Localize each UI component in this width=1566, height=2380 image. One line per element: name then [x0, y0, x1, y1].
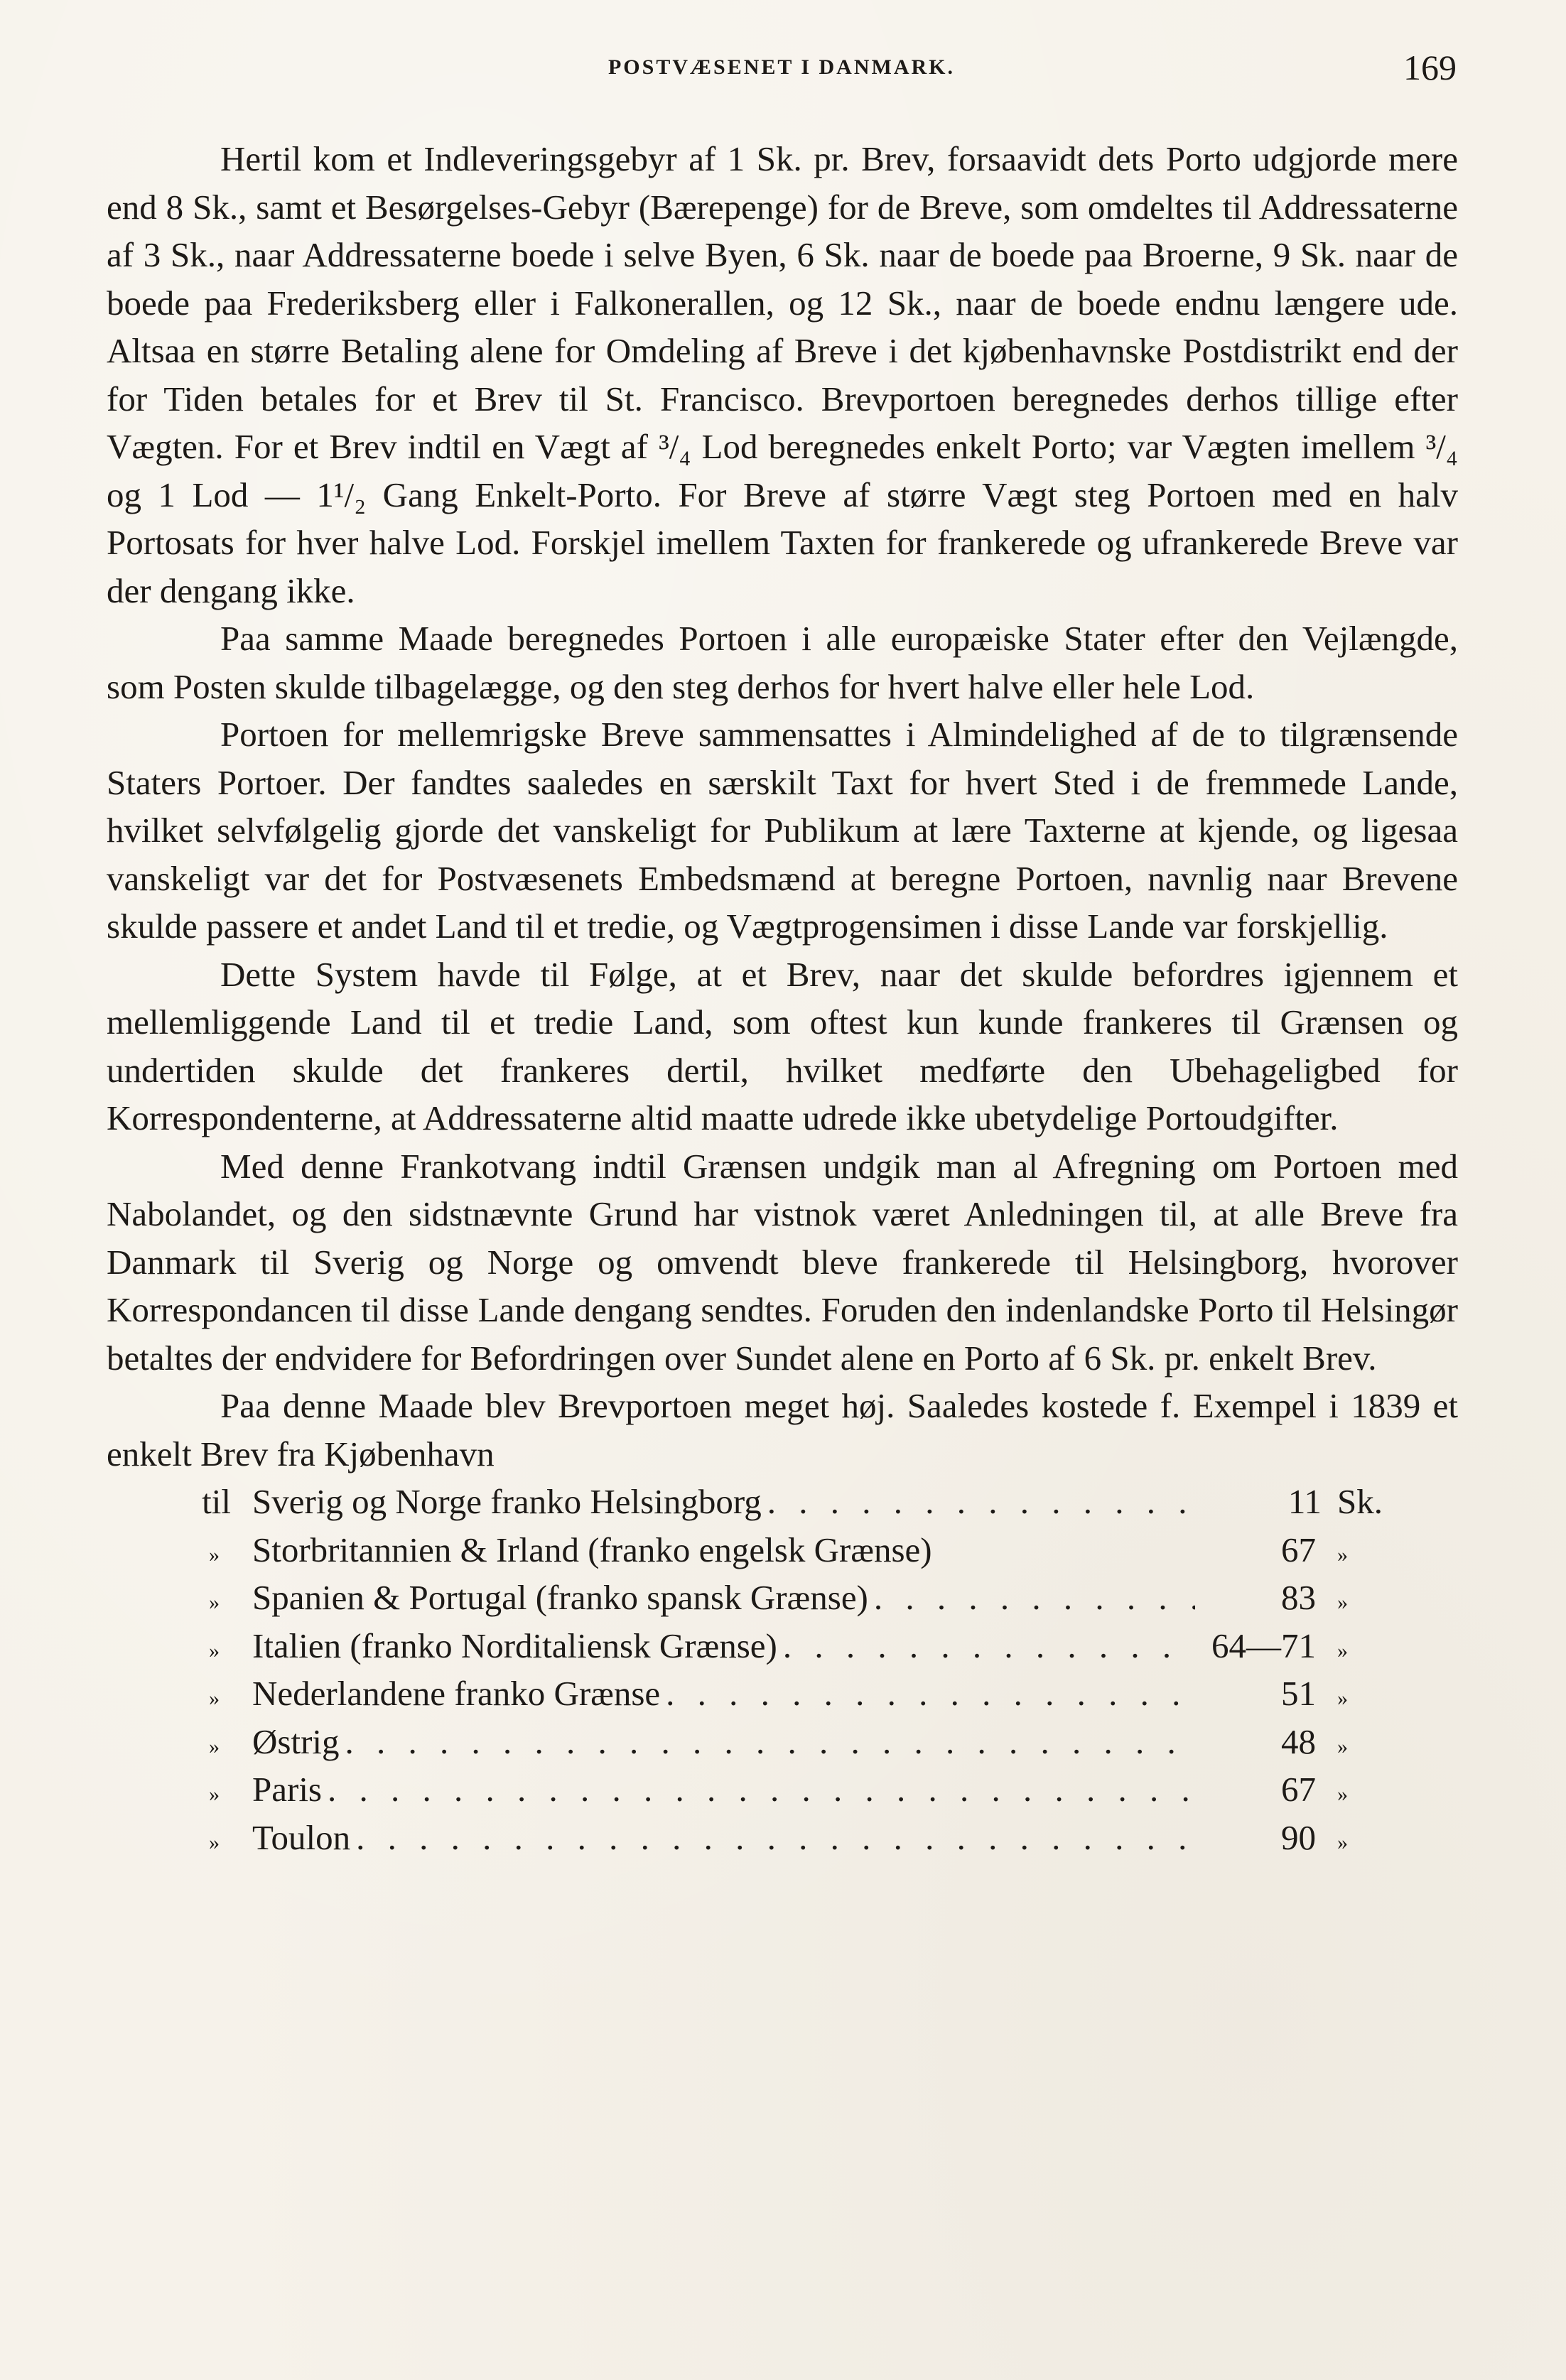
list-item — [107, 1718, 1458, 1766]
dot-leader — [660, 1670, 1195, 1718]
paragraph: Paa samme Maade beregnedes Portoen i alle europæiske Stater efter den Vejlængde, som Posten skulde tilbagelægge, og den steg derhos for hvert halve eller hele Lod. — [107, 619, 1458, 706]
ditto-mark: » — [1337, 1638, 1348, 1662]
list-item — [107, 1670, 1458, 1718]
list-item — [107, 1574, 1458, 1622]
ditto-mark: » — [209, 1830, 220, 1854]
ditto-mark: » — [209, 1542, 220, 1567]
postage-amount: 83 — [1281, 1578, 1316, 1617]
postage-amount: 67 — [1281, 1530, 1316, 1569]
destination: Paris — [252, 1770, 322, 1809]
list-item — [107, 1765, 1458, 1814]
destination: Nederlandene franko Grænse — [252, 1674, 661, 1713]
ditto-mark: » — [209, 1734, 220, 1758]
postage-list — [107, 1478, 1458, 1861]
ditto-mark: » — [1337, 1830, 1348, 1854]
dot-leader — [777, 1622, 1195, 1670]
page-header — [107, 43, 1457, 99]
postage-amount: 48 — [1281, 1721, 1316, 1761]
body-text — [107, 135, 1458, 1861]
dot-leader — [868, 1574, 1195, 1622]
ditto-mark: » — [1337, 1591, 1348, 1614]
destination: Storbritannien & Irland (franko engelsk Grænse) — [252, 1530, 932, 1569]
dot-leader — [762, 1478, 1201, 1526]
unit: Sk. — [1337, 1482, 1383, 1521]
ditto-mark: » — [1337, 1783, 1348, 1806]
destination: Spanien & Portugal (franko spansk Grænse) — [252, 1578, 868, 1617]
ditto-mark: » — [209, 1687, 220, 1710]
paragraph: Hertil kom et Indleveringsgebyr af 1 Sk. pr. Brev, forsaavidt dets Porto udgjorde mere end 8 Sk., samt et Besørgelses-Gebyr (Bærepenge) for de Breve, som omdeltes til Addressaterne af 3 Sk., naar Addressaterne boede i selve Byen, 6 Sk. naar de boede paa Broerne, 9 Sk. naar de boede paa Frederiksberg eller i Falkonerallen, og 12 Sk., naar de boede endnu længere ude. Altsaa en større Betaling alene for Omdeling af Breve i det kjøbenhavnske Postdistrikt end der for Tiden betales for et Brev til St. Francisco. Brevportoen beregnedes derhos tillige efter Vægten. For et Brev indtil en Vægt af ³/₄ Lod beregnedes enkelt Porto; var Vægten imellem ³/₄ og 1 Lod — 1¹/₂ Gang Enkelt-Porto. For Breve af større Vægt steg Portoen med en halv Portosats for hver halve Lod. Forskjel imellem Taxten for frankerede og ufrankerede Breve var der dengang ikke. — [107, 139, 1458, 610]
dot-leader — [350, 1814, 1195, 1862]
destination: Italien (franko Norditaliensk Grænse) — [252, 1626, 777, 1665]
running-title: POSTVÆSENET I DANMARK. — [608, 55, 955, 79]
page-number: 169 — [1403, 48, 1457, 87]
destination: Sverig og Norge franko Helsingborg — [252, 1482, 762, 1521]
list-item — [107, 1478, 1458, 1526]
list-item — [107, 1622, 1458, 1670]
paragraph: Portoen for mellemrigske Breve sammensattes i Almindelighed af de to tilgrænsende Staters Portoer. Der fandtes saaledes en særskilt Taxt for hvert Sted i de fremmede Lande, hvilket selvfølgelig gjorde det vanskeligt for Publikum at lære Taxterne at kjende, og ligesaa vanskeligt var det for Postvæsenets Embedsmænd at beregne Portoen, navnlig naar Brevene skulde passere et andet Land til et tredie, og Vægtprogensimen i disse Lande var forskjellig. — [107, 715, 1458, 946]
ditto-mark: » — [1337, 1542, 1348, 1567]
postage-amount: 11 — [1287, 1482, 1322, 1521]
ditto-mark: » — [209, 1591, 220, 1614]
ditto-mark: » — [209, 1638, 220, 1662]
list-item — [107, 1814, 1458, 1862]
postage-amount: 67 — [1281, 1770, 1316, 1809]
ditto-mark: » — [209, 1783, 220, 1806]
destination: Toulon — [252, 1817, 351, 1857]
paragraph: Med denne Frankotvang indtil Grænsen undgik man al Afregning om Portoen med Nabolandet, og den sidstnævnte Grund har vistnok været Anledningen til, at alle Breve fra Danmark til Sverig og Norge og omvendt bleve frankerede til Helsingborg, hvorover Korrespondancen til disse Lande dengang sendtes. Foruden den indenlandske Porto til Helsingør betaltes der endvidere for Befordringen over Sundet alene en Porto af 6 Sk. pr. enkelt Brev. — [107, 1146, 1458, 1378]
row-marker: til — [202, 1482, 231, 1521]
paragraph: Dette System havde til Følge, at et Brev, naar det skulde befordres igjennem et mellemliggende Land til et tredie Land, som oftest kun kunde frankeres til Grænsen og undertiden skulde det frankeres dertil, hvilket medførte den Ubehageligbed for Korrespondenterne, at Addressaterne altid maatte udrede ikke ubetydelige Portoudgifter. — [107, 954, 1458, 1137]
postage-amount: 64—71 — [1211, 1626, 1316, 1665]
paragraph: Paa denne Maade blev Brevportoen meget høj. Saaledes kostede f. Exempel i 1839 et enkelt Brev fra Kjøbenhavn — [107, 1386, 1458, 1473]
list-item — [107, 1526, 1458, 1574]
ditto-mark: » — [1337, 1734, 1348, 1758]
postage-amount: 90 — [1281, 1817, 1316, 1857]
destination: Østrig — [252, 1721, 340, 1761]
ditto-mark: » — [1337, 1687, 1348, 1710]
dot-leader — [340, 1718, 1196, 1766]
postage-amount: 51 — [1281, 1674, 1316, 1713]
dot-leader — [322, 1765, 1195, 1814]
